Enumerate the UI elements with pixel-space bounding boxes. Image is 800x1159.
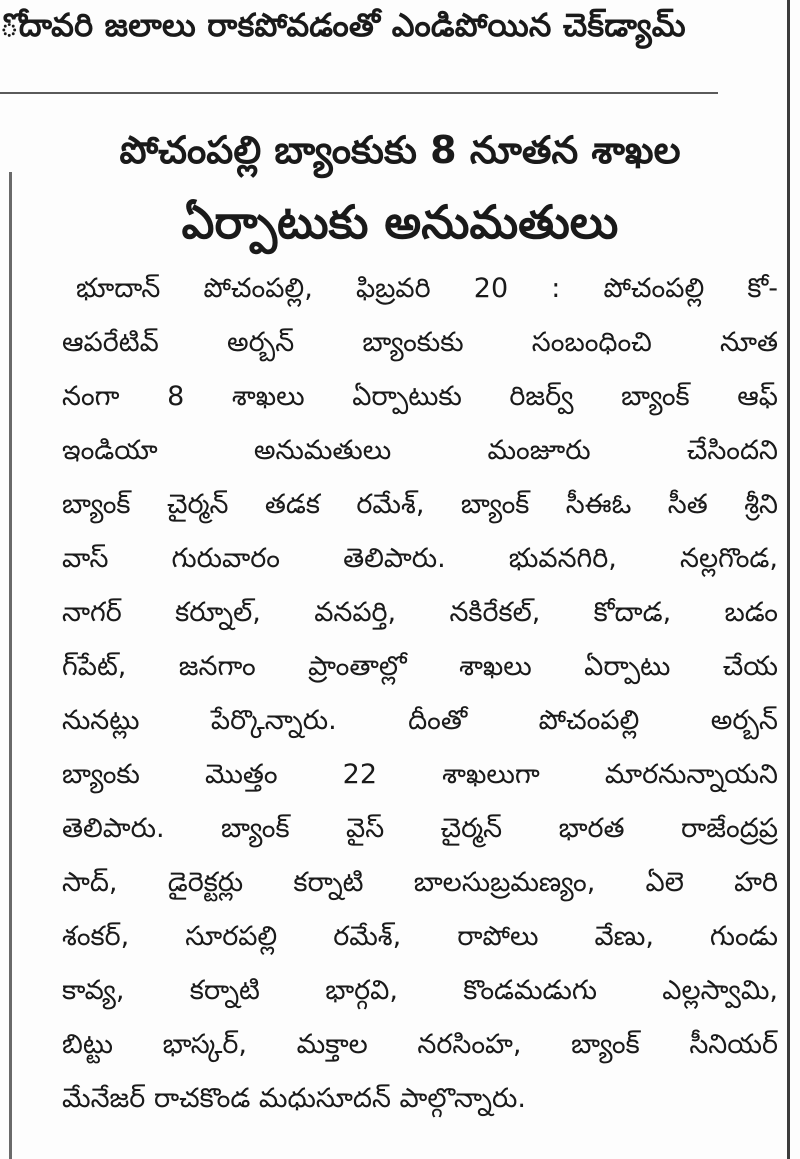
body-line: నాగర్‌ కర్నూల్‌, వనపర్తి, నకిరేకల్‌, కోదాడ, బడం bbox=[62, 597, 778, 628]
body-line: తెలిపారు. బ్యాంక్‌ వైస్‌ చైర్మన్‌ భారత రాజేంద్రప్ర bbox=[62, 813, 778, 844]
body-line: వాస్‌ గురువారం తెలిపారు. భువనగిరి, నల్లగొండ, bbox=[62, 543, 778, 574]
article-body bbox=[62, 262, 778, 1126]
body-line: కావ్య, కర్నాటి భార్గవి, కొండమడుగు ఎల్లస్వామి, bbox=[62, 975, 778, 1006]
column-divider-left bbox=[9, 172, 12, 1159]
body-line: ఆపరేటివ్‌ అర్బన్‌ బ్యాంకుకు సంబంధించి నూత bbox=[62, 327, 778, 358]
headline-line-2: ఏర్పాటుకు అనుమతులు bbox=[181, 195, 619, 249]
body-line: గ్‌పేట్‌, జనగాం ప్రాంతాల్లో శాఖలు ఏర్పాటు చేయ bbox=[62, 651, 778, 682]
body-line: బ్యాంకు మొత్తం 22 శాఖలుగా మారనున్నాయని bbox=[62, 759, 778, 790]
body-line: సాద్‌, డైరెక్టర్లు కర్నాటి బాలసుబ్రమణ్యం, ఏలె హరి bbox=[62, 867, 778, 898]
previous-article-caption: ోదావరి జలాలు రాకపోవడంతో ఎండిపోయిన చెక్‌డ్యామ్ bbox=[0, 6, 686, 44]
body-line: నంగా 8 శాఖలు ఏర్పాటుకు రిజర్వ్‌ బ్యాంక్‌ ఆఫ్‌ bbox=[62, 381, 778, 412]
body-line: బిట్టు భాస్కర్‌, మక్తాల నరసింహ, బ్యాంక్‌ సీనియర్‌ bbox=[62, 1029, 778, 1060]
body-line: భూదాన్‌ పోచంపల్లి, ఫిబ్రవరి 20 : పోచంపల్లి కో- bbox=[76, 273, 778, 304]
section-divider bbox=[0, 92, 718, 94]
body-line: నునట్లు పేర్కొన్నారు. దీంతో పోచంపల్లి అర్బన్‌ bbox=[62, 705, 778, 736]
body-line: శంకర్‌, సూరపల్లి రమేశ్‌, రాపోలు వేణు, గుండు bbox=[62, 921, 778, 952]
body-line: మేనేజర్‌ రాచకొండ మధుసూదన్‌ పాల్గొన్నారు. bbox=[62, 1083, 526, 1114]
body-line: బ్యాంక్‌ చైర్మన్‌ తడక రమేశ్‌, బ్యాంక్‌ సీఈఓ సీత శ్రీని bbox=[62, 489, 778, 520]
headline-line-1: పోచంపల్లి బ్యాంకుకు 8 నూతన శాఖల bbox=[119, 128, 681, 172]
body-line: ఇండియా అనుమతులు మంజూరు చేసిందని bbox=[62, 435, 778, 466]
column-divider-right bbox=[787, 0, 790, 1159]
